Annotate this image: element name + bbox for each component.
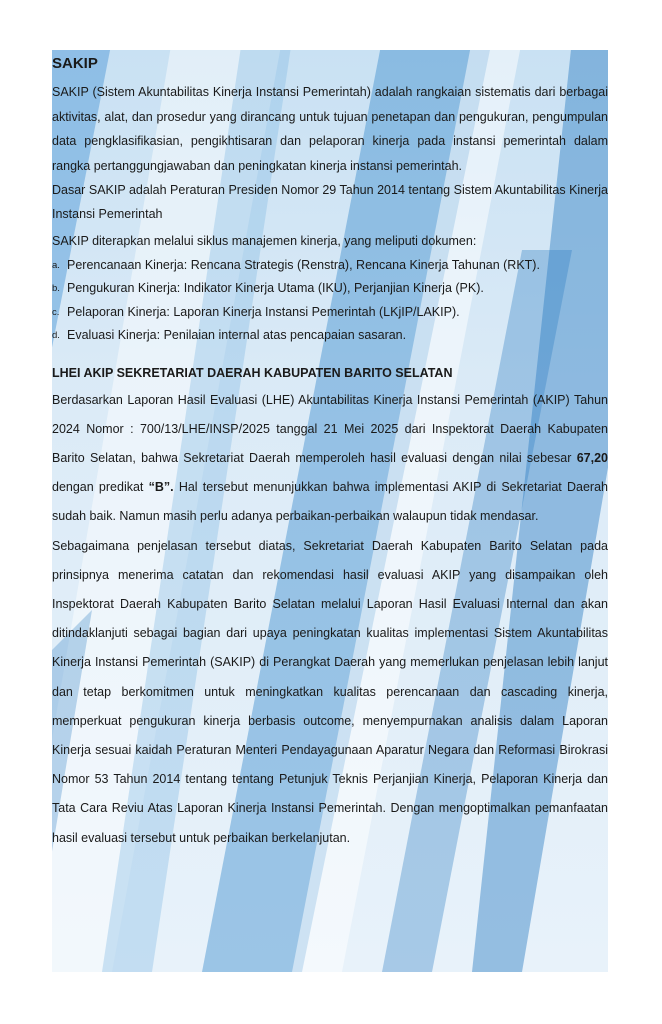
list-item [52,277,608,301]
evaluation-score: 67,20 [576,451,608,466]
dasar-paragraph: Dasar SAKIP adalah Peraturan Presiden Nomor 29 Tahun 2014 tentang Sistem Akuntabilitas Kinerja Instansi Pemerintah [52,183,608,222]
siklus-intro: SAKIP diterapkan melalui siklus manajemen kinerja, yang meliputi dokumen: [52,234,477,249]
list-item-text: Evaluasi Kinerja: Penilaian internal atas pencapaian sasaran. [67,328,407,343]
list-item-text: Pengukuran Kinerja: Indikator Kinerja Utama (IKU), Perjanjian Kinerja (PK). [67,281,484,296]
document-content [52,54,608,853]
list-item-text: Perencanaan Kinerja: Rencana Strategis (Renstra), Rencana Kinerja Tahunan (RKT). [67,257,540,272]
intro-paragraph: SAKIP (Sistem Akuntabilitas Kinerja Instansi Pemerintah) adalah rangkaian sistematis dari berbagai aktivitas, alat, dan prosedur yang dirancang untuk tujuan penetapan dan pengukuran, pengumpulan data pengklasifikasian, pengikhtisaran dan pelaporan kinerja pada instansi pemerintah dalam rangka pertanggungjawaban dan peningkatan kinerja instansi pemerintah. [52,85,608,173]
lhe-section [52,386,608,853]
lhe-text-2: dengan predikat [52,480,149,495]
page-title: SAKIP [52,55,98,72]
list-marker: d. [52,330,60,342]
list-item [52,254,608,278]
list-item [52,301,608,325]
lhe-text-1: Berdasarkan Laporan Hasil Evaluasi (LHE) Akuntabilitas Kinerja Instansi Pemerintah (AKIP) Tahun 2024 Nomor : 700/13/LHE/INSP/2025 tanggal 21 Mei 2025 dari Inspektorat Daerah Kabupaten Barito Selatan, bahwa Sekretariat Daerah memperoleh hasil evaluasi dengan nilai sebesar [52,392,608,466]
closing-paragraph: Sebagaimana penjelasan tersebut diatas, Sekretariat Daerah Kabupaten Barito Selatan pada prinsipnya menerima catatan dan rekomendasi hasil evaluasi AKIP yang disampaikan oleh Inspektorat Daerah Kabupaten Barito Selatan melalui Laporan Hasil Evaluasi Internal dan akan ditindaklanjuti sebagai bagian dari upaya peningkatan kualitas implementasi Sistem Akuntabilitas Kinerja Instansi Pemerintah (SAKIP) di Perangkat Daerah yang memerlukan penjelasan lebih lanjut dan tetap berkomitmen untuk meningkatkan kualitas perencanaan dan cascading kinerja, memperkuat pengukuran kinerja berbasis outcome, menyempurnakan analisis dalam Laporan Kinerja sesuai kaidah Peraturan Menteri Pendayagunaan Aparatur Negara dan Reformasi Birokrasi Nomor 53 Tahun 2014 tentang tentang Petunjuk Teknis Perjanjian Kinerja, Pelaporan Kinerja dan Tata Cara Reviu Atas Laporan Kinerja Instansi Pemerintah. Dengan mengoptimalkan pemanfaatan hasil evaluasi tersebut untuk perbaikan berkelanjutan. [52,538,608,845]
list-marker: a. [52,259,60,271]
list-item-text: Pelaporan Kinerja: Laporan Kinerja Instansi Pemerintah (LKjIP/LAKIP). [67,304,460,319]
list-item [52,324,608,348]
list-marker: b. [52,283,60,295]
section-heading: LHEI AKIP SEKRETARIAT DAERAH KABUPATEN BARITO SELATAN [52,365,453,380]
lhe-text-3: Hal tersebut menunjukkan bahwa implementasi AKIP di Sekretariat Daerah sudah baik. Namun masih perlu adanya perbaikan-perbaikan walaupun tidak mendasar. [52,480,608,524]
evaluation-grade: “B”. [148,480,174,495]
document-cycle-list [52,254,608,348]
list-marker: c. [52,306,60,318]
lhe-paragraph [52,386,608,532]
